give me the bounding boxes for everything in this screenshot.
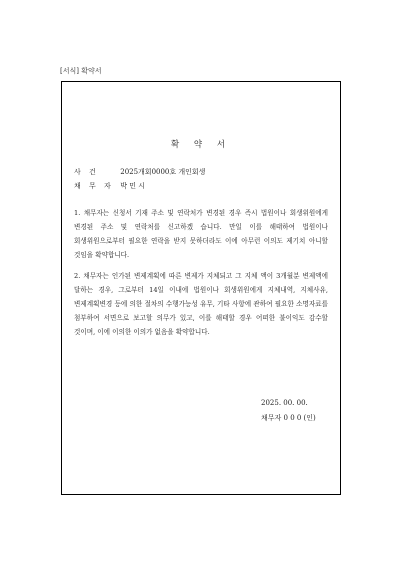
case-row	[74, 165, 205, 179]
debtor-label: 채 무 자	[74, 182, 114, 190]
document-box	[61, 81, 341, 495]
case-label: 사 건	[74, 168, 99, 176]
signature-line: 채무자 0 0 0 (인)	[261, 414, 316, 422]
debtor-value: 박 민 시	[120, 182, 145, 190]
case-value: 2025개회0000호 개인회생	[120, 168, 206, 176]
paragraph-2: 2. 채무자는 인가된 변제계획에 따른 변제가 지체되고 그 지체 액이 3개월분 변제액에 달하는 경우, 그로부터 14일 이내에 법원이나 회생위원에게 지체내역, 지체사유, 변제계획변경 등에 의한 절차의 수행가능성 유무, 기타 사항에 관하여 필요한 소명자료를 첨부하여 서면으로 보고할 의무가 있고, 이를 해태할 경우 어떠한 불이익도 감수할 것이며, 이에 이의한 이의가 없음을 확약합니다.	[74, 272, 328, 336]
document-title: 확 약 서	[170, 140, 232, 150]
document-date: 2025. 00. 00.	[261, 399, 308, 407]
document-meta	[74, 165, 205, 193]
debtor-row	[74, 179, 205, 193]
form-label: [서식] 확약서	[60, 67, 102, 75]
paragraph-1: 1. 채무자는 신청서 기재 주소 및 연락처가 변경된 경우 즉시 법원이나 회생위원에게 변경된 주소 및 연락처를 신고하겠 습니다. 만일 이를 해태하여 법원이나 회생위원으로부터 필요한 연락을 받지 못하더라도 이에 아무런 이의도 제기치 아니할 것임을 확약합니다.	[74, 209, 328, 259]
